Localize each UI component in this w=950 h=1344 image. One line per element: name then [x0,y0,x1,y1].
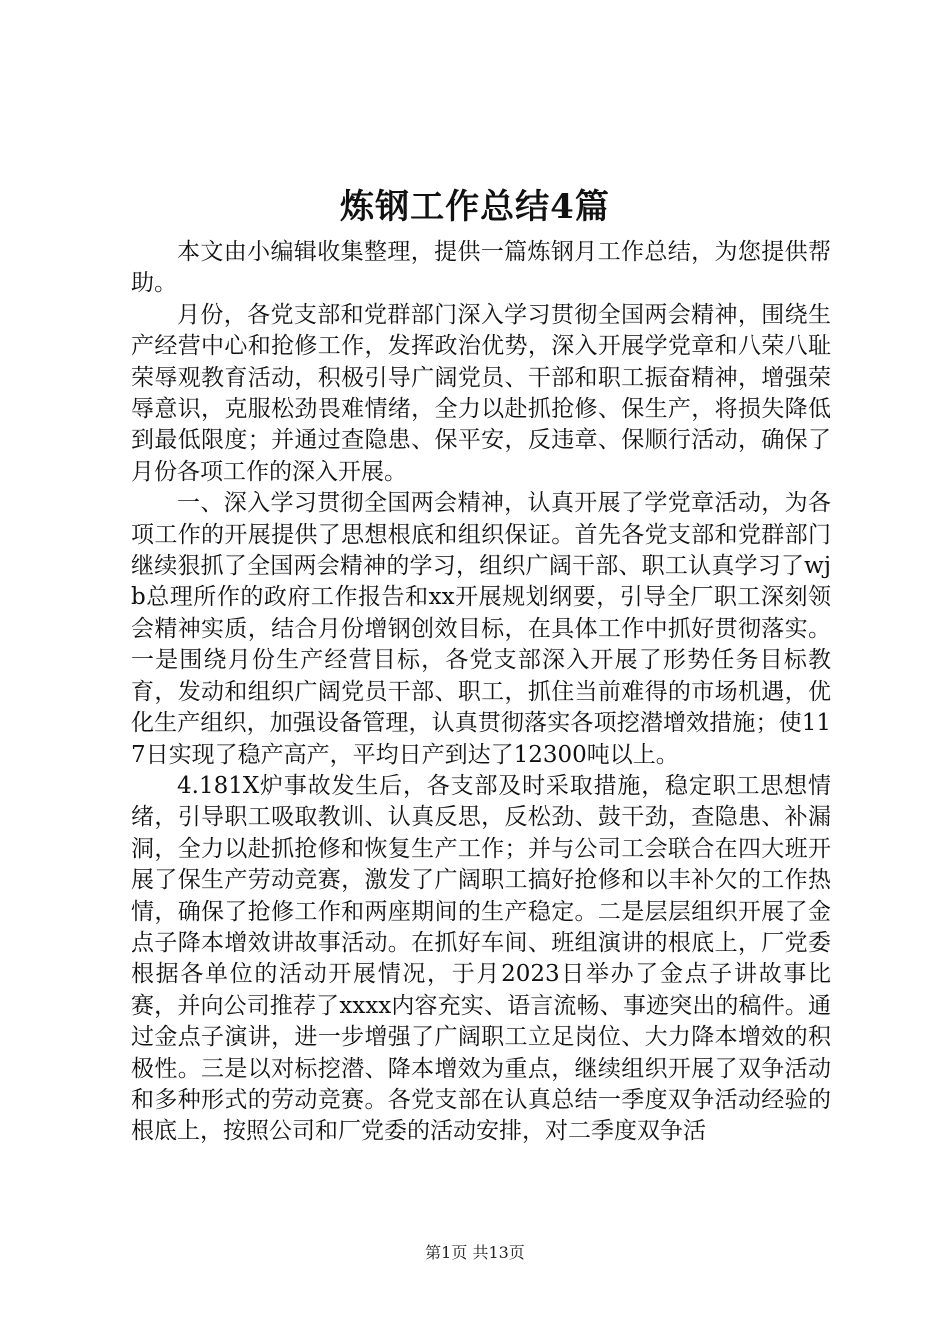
document-body [131,237,831,1148]
document-title: 炼钢工作总结4篇 [340,187,610,227]
paragraph-overview: 月份，各党支部和党群部门深入学习贯彻全国两会精神，围绕生产经营中心和抢修工作，发挥政治优势，深入开展学党章和八荣八耻荣辱观教育活动，积极引导广阔党员、干部和职工振奋精神，增强荣辱意识，克服松劲畏难情绪，全力以赴抓抢修、保生产，将损失降低到最低限度；并通过查隐患、保平安，反违章、保顺行活动，确保了月份各项工作的深入开展。 [131,301,831,485]
paragraph-section-one: 一、深入学习贯彻全国两会精神，认真开展了学党章活动，为各项工作的开展提供了思想根底和组织保证。首先各党支部和党群部门继续狠抓了全国两会精神的学习，组织广阔干部、职工认真学习了wjb总理所作的政府工作报告和xx开展规划纲要，引导全厂职工深刻领会精神实质，结合月份增钢创效目标，在具体工作中抓好贯彻落实。一是围绕月份生产经营目标，各党支部深入开展了形势任务目标教育，发动和组织广阔党员干部、职工，抓住当前难得的市场机遇，优化生产组织，加强设备管理，认真贯彻落实各项挖潜增效措施；使117日实现了稳产高产，平均日产到达了12300吨以上。 [131,490,831,768]
page-footer: 第1页 共13页 [425,1243,525,1262]
paragraph-intro: 本文由小编辑收集整理，提供一篇炼钢月工作总结，为您提供帮助。 [131,239,831,297]
paragraph-section-one-continued: 4.181X炉事故发生后，各支部及时采取措施，稳定职工思想情绪，引导职工吸取教训、认真反思，反松劲、鼓干劲，查隐患、补漏洞，全力以赴抓抢修和恢复生产工作；并与公司工会联合在四大班开展了保生产劳动竞赛，激发了广阔职工搞好抢修和以丰补欠的工作热情，确保了抢修工作和两座期间的生产稳定。二是层层组织开展了金点子降本增效讲故事活动。在抓好车间、班组演讲的根底上，厂党委根据各单位的活动开展情况，于月2023日举办了金点子讲故事比赛，并向公司推荐了xxxx内容充实、语言流畅、事迹突出的稿件。通过金点子演讲，进一步增强了广阔职工立足岗位、大力降本增效的积极性。三是以对标挖潜、降本增效为重点，继续组织开展了双争活动和多种形式的劳动竞赛。各党支部在认真总结一季度双争活动经验的根底上，按照公司和厂党委的活动安排，对二季度双争活 [131,772,831,1145]
